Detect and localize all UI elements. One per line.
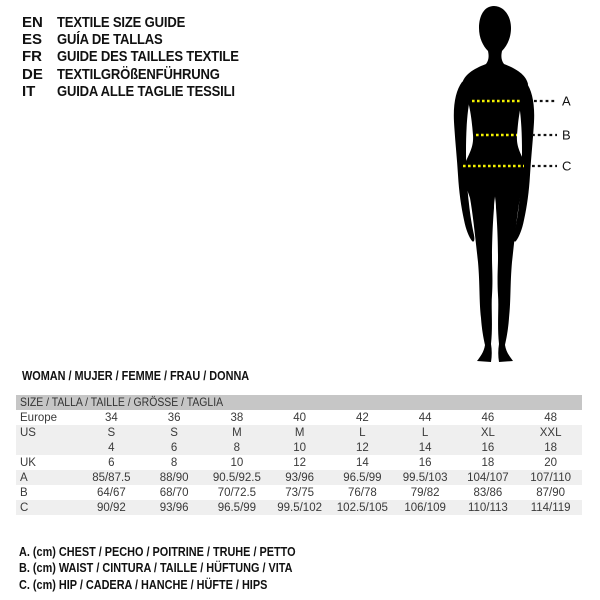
language-title: GUIDA ALLE TAGLIE TESSILI <box>57 82 235 100</box>
language-row <box>22 66 266 83</box>
size-table <box>16 395 582 515</box>
row-label: Europe <box>20 411 58 424</box>
language-title-list <box>22 14 266 100</box>
legend-line-hip <box>19 577 337 593</box>
measure-label-b: B <box>562 127 571 143</box>
language-title: GUÍA DE TALLAS <box>57 31 163 49</box>
size-cell: 68/70 <box>159 486 189 499</box>
legend-line-hip-text: C. (cm) HIP / CADERA / HANCHE / HÜFTE / HIPS <box>19 577 268 592</box>
size-cell: 14 <box>418 441 432 454</box>
language-row <box>22 14 266 31</box>
size-cell: 76/78 <box>347 486 377 499</box>
table-row-hip-c <box>16 500 582 515</box>
size-cell: 102.5/105 <box>336 501 388 514</box>
table-row-chest-a <box>16 470 582 485</box>
language-title: GUIDE DES TAILLES TEXTILE <box>57 48 239 66</box>
size-cell: 8 <box>170 456 178 469</box>
size-cell: 114/119 <box>530 501 571 514</box>
language-title: TEXTILGRÖßENFÜHRUNG <box>57 65 220 83</box>
size-cell: 85/87.5 <box>92 471 131 484</box>
size-cell: 8 <box>233 441 241 454</box>
size-cell: 44 <box>418 411 432 424</box>
size-cell: 83/86 <box>473 486 503 499</box>
size-cell: XXL <box>539 426 562 439</box>
size-cell: M <box>232 426 242 439</box>
legend-line-waist <box>19 560 337 576</box>
section-heading-text: WOMAN / MUJER / FEMME / FRAU / DONNA <box>22 369 250 383</box>
size-cell: 16 <box>418 456 432 469</box>
size-cell: 10 <box>293 441 307 454</box>
size-cell: 64/67 <box>96 486 126 499</box>
table-row-europe <box>16 410 582 425</box>
size-cell: 6 <box>170 441 178 454</box>
size-table-header <box>16 395 582 410</box>
language-code: FR <box>22 48 42 66</box>
size-cell: L <box>421 426 429 439</box>
size-cell: 48 <box>544 411 558 424</box>
size-cell: 96.5/99 <box>343 471 382 484</box>
size-cell: 79/82 <box>410 486 440 499</box>
size-cell: 12 <box>355 441 369 454</box>
size-cell: 110/113 <box>467 501 508 514</box>
size-cell: S <box>107 426 116 439</box>
size-cell: 10 <box>230 456 244 469</box>
table-row-us-numbers <box>16 440 582 455</box>
language-code: ES <box>22 31 43 49</box>
size-cell: 36 <box>167 411 181 424</box>
size-cell: 104/107 <box>467 471 509 484</box>
size-cell: 107/110 <box>530 471 571 484</box>
row-label: C <box>20 501 29 514</box>
size-cell: 90.5/92.5 <box>212 471 261 484</box>
size-cell: 87/90 <box>536 486 566 499</box>
size-cell: S <box>170 426 178 439</box>
measure-label-c: C <box>562 158 572 174</box>
table-row-us-letters <box>16 425 582 440</box>
size-cell: 40 <box>293 411 307 424</box>
size-cell: L <box>359 426 366 439</box>
measurement-legend <box>19 544 337 593</box>
row-label: UK <box>20 456 36 469</box>
size-cell: 12 <box>293 456 307 469</box>
woman-silhouette <box>462 6 528 362</box>
size-cell: 96.5/99 <box>217 501 257 514</box>
row-label: A <box>20 471 28 484</box>
language-code: DE <box>22 65 43 83</box>
size-cell: 34 <box>104 411 118 424</box>
legend-line-chest-text: A. (cm) CHEST / PECHO / POITRINE / TRUHE / PETTO <box>19 545 296 560</box>
size-table-header-text: SIZE / TALLA / TAILLE / GRÖSSE / TAGLIA <box>20 395 224 409</box>
size-cell: 106/109 <box>404 501 446 514</box>
language-row <box>22 83 266 100</box>
language-code: IT <box>22 82 36 100</box>
size-cell: 38 <box>230 411 244 424</box>
size-cell: 4 <box>108 441 115 454</box>
legend-line-chest <box>19 544 337 560</box>
size-cell: 93/96 <box>285 471 315 484</box>
language-row <box>22 31 266 48</box>
size-cell: 73/75 <box>285 486 315 499</box>
table-row-uk <box>16 455 582 470</box>
language-title: TEXTILE SIZE GUIDE <box>57 14 186 32</box>
size-cell: 14 <box>355 456 369 469</box>
size-cell: 99.5/103 <box>402 471 448 484</box>
size-cell: 90/92 <box>96 501 126 514</box>
measurement-figure <box>420 0 600 380</box>
size-cell: 18 <box>544 441 558 454</box>
legend-line-waist-text: B. (cm) WAIST / CINTURA / TAILLE / HÜFTUNG / VITA <box>19 561 293 576</box>
size-cell: 93/96 <box>159 501 189 514</box>
size-cell: 18 <box>481 456 495 469</box>
section-heading <box>22 369 283 383</box>
size-cell: M <box>294 426 305 439</box>
size-cell: 88/90 <box>159 471 189 484</box>
language-row <box>22 48 266 65</box>
size-cell: 6 <box>108 456 115 469</box>
size-cell: 42 <box>355 411 369 424</box>
row-label: B <box>20 486 28 499</box>
size-cell: XL <box>480 426 495 439</box>
size-cell: 70/72.5 <box>217 486 257 499</box>
size-cell: 20 <box>544 456 558 469</box>
size-cell: 16 <box>481 441 495 454</box>
size-cell: 99.5/102 <box>277 501 322 514</box>
table-row-waist-b <box>16 485 582 500</box>
measure-label-a: A <box>562 93 571 109</box>
size-cell: 46 <box>481 411 495 424</box>
language-code: EN <box>22 14 43 32</box>
row-label: US <box>20 426 36 439</box>
